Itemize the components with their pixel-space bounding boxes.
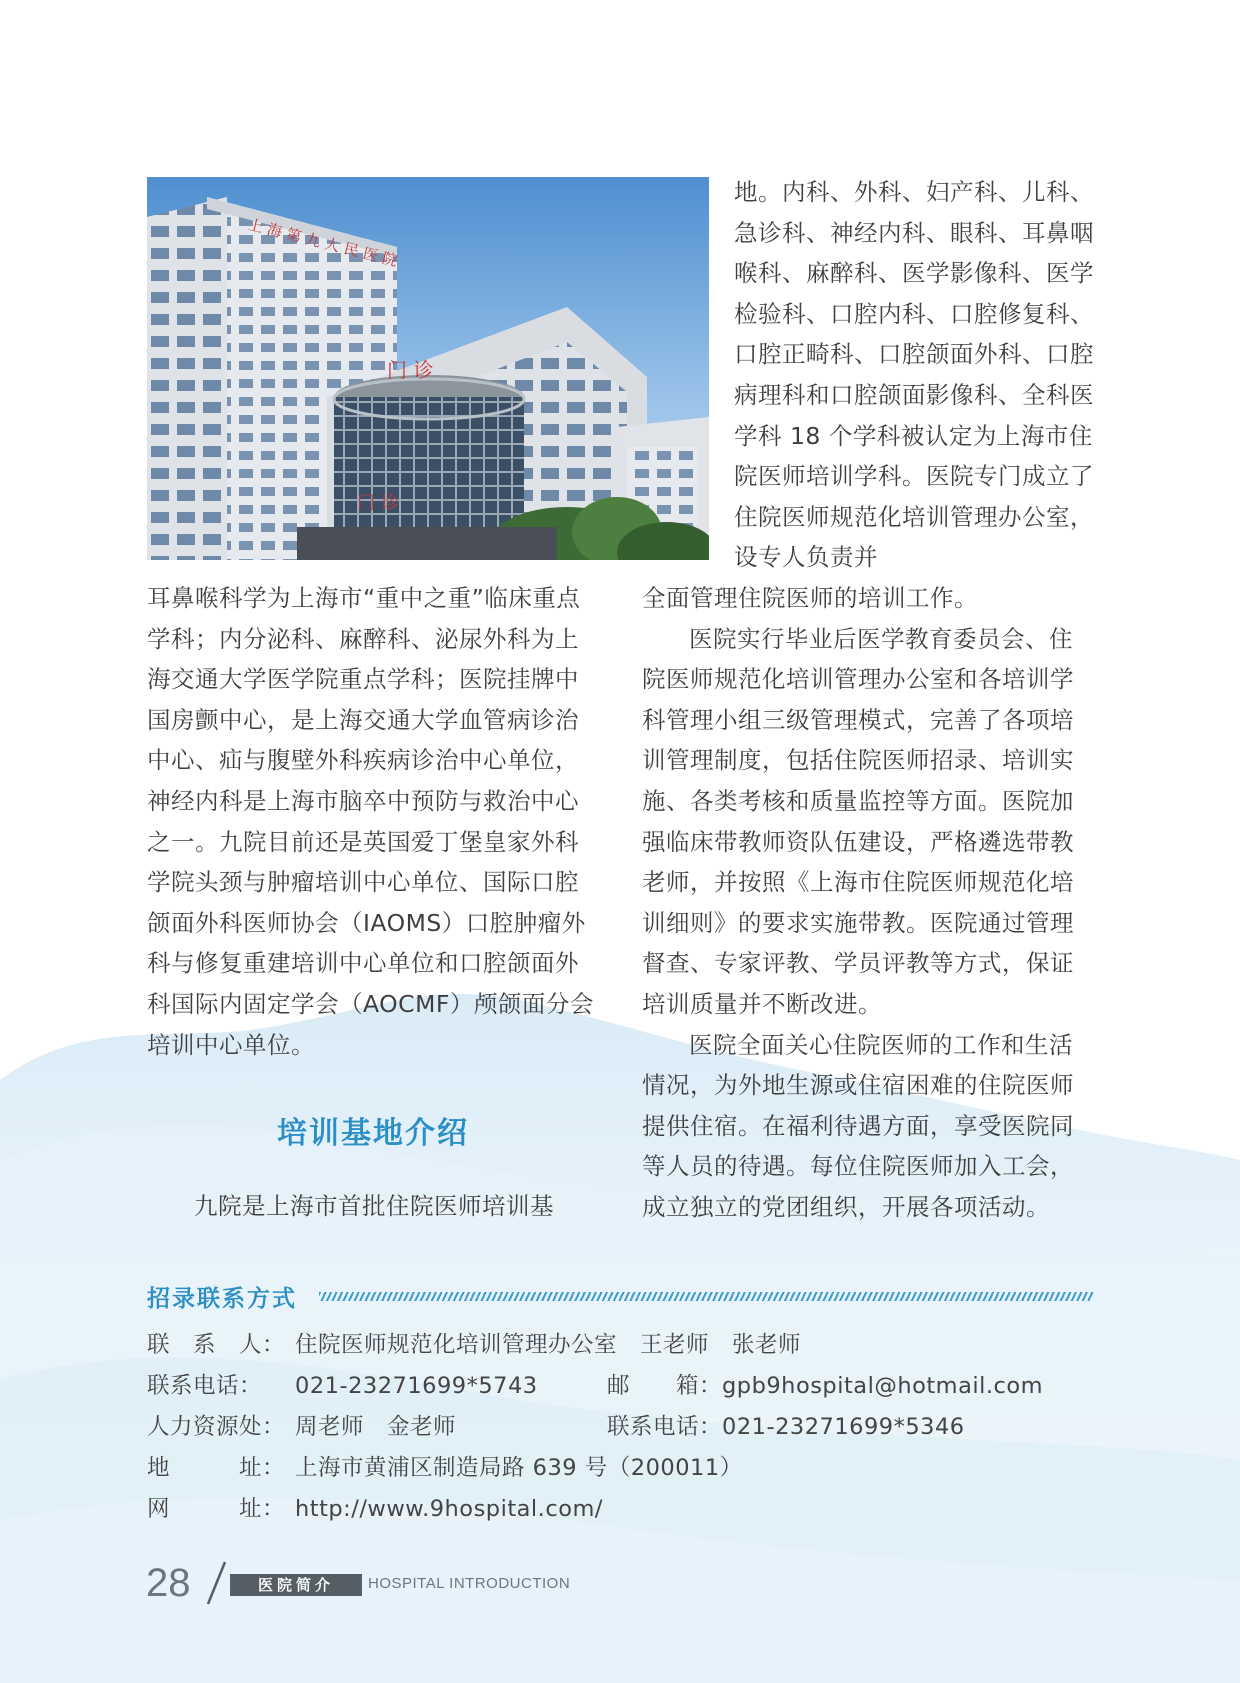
web-label: 网 址： <box>147 1496 286 1522</box>
contact-header <box>147 1280 1093 1316</box>
section-tag: 医院简介 <box>230 1574 362 1596</box>
hr-value: 周老师 金老师 <box>295 1414 457 1440</box>
phone-label: 联系电话： <box>147 1373 263 1399</box>
hr-label: 人力资源处： <box>147 1414 286 1440</box>
article-text-left-2 <box>147 1186 599 1227</box>
hr-phone-label: 联系电话： <box>607 1414 723 1440</box>
email-group <box>607 1366 1043 1407</box>
contact-person-row <box>147 1325 801 1365</box>
address-row <box>147 1448 743 1488</box>
page-number: 28 <box>146 1561 191 1605</box>
contact-person-value: 住院医师规范化培训管理办公室 王老师 张老师 <box>295 1332 802 1358</box>
paragraph: 地。内科、外科、妇产科、儿科、急诊科、神经内科、眼科、耳鼻咽喉科、麻醉科、医学影像科、医学检验科、口腔内科、口腔修复科、口腔正畸科、口腔颌面外科、口腔病理科和口腔颌面影像科、全科医学科 18 个学科被认定为上海市住院医师培训学科。医院专门成立了住院医师规范化培训管理办公室，设专人负责并 <box>734 178 1094 572</box>
web-link[interactable]: http://www.9hospital.com/ <box>295 1496 603 1522</box>
address-value: 上海市黄浦区制造局路 639 号（200011） <box>295 1455 743 1481</box>
paragraph: 九院是上海市首批住院医师培训基 <box>194 1192 554 1220</box>
hospital-building-photo <box>147 177 709 560</box>
article-text-left <box>147 578 599 1065</box>
email-value[interactable]: gpb9hospital@hotmail.com <box>722 1373 1044 1399</box>
section-tag-english: HOSPITAL INTRODUCTION <box>368 1575 571 1592</box>
hr-row <box>147 1407 1093 1447</box>
paragraph: 全面管理住院医师的培训工作。 <box>642 584 978 612</box>
hatched-divider <box>319 1292 1093 1301</box>
contact-title: 招录联系方式 <box>147 1286 297 1312</box>
phone-value: 021-23271699*5743 <box>295 1373 538 1399</box>
email-label: 邮 箱： <box>607 1373 723 1399</box>
hr-phone-value: 021-23271699*5346 <box>722 1414 965 1440</box>
article-text-right-top <box>734 172 1094 578</box>
contact-person-label: 联 系 人： <box>147 1332 286 1358</box>
article-text-right-bottom <box>642 578 1094 1228</box>
contact-info <box>147 1325 1093 1535</box>
paragraph: 医院全面关心住院医师的工作和生活情况，为外地生源或住宿困难的住院医师提供住宿。在福利待遇方面，享受医院同等人员的待遇。每位住院医师加入工会，成立独立的党团组织，开展各项活动。 <box>642 1030 1074 1221</box>
phone-row <box>147 1366 1093 1406</box>
svg-text:门 诊: 门 诊 <box>357 493 399 514</box>
svg-text:上 海 第 九 人 民 医 院: 上 海 第 九 人 民 医 院 <box>246 215 400 270</box>
slash-divider <box>205 1560 227 1606</box>
paragraph: 医院实行毕业后医学教育委员会、住院医师规范化培训管理办公室和各培训学科管理小组三级管理模式，完善了各项培训管理制度，包括住院医师招录、培训实施、各类考核和质量监控等方面。医院加强临床带教师资队伍建设，严格遴选带教老师，并按照《上海市住院医师规范化培训细则》的要求实施带教。医院通过管理督查、专家评教、学员评教等方式，保证培训质量并不断改进。 <box>642 624 1074 1018</box>
address-label: 地 址： <box>147 1455 286 1481</box>
section-title: 培训基地介绍 <box>277 1116 469 1151</box>
svg-text:门 诊: 门 诊 <box>387 358 434 382</box>
paragraph: 耳鼻喉科学为上海市“重中之重”临床重点学科；内分泌科、麻醉科、泌尿外科为上海交通大学医学院重点学科；医院挂牌中国房颤中心，是上海交通大学血管病诊治中心、疝与腹壁外科疾病诊治中心单位，神经内科是上海市脑卒中预防与救治中心之一。九院目前还是英国爱丁堡皇家外科学院头颈与肿瘤培训中心单位、国际口腔颌面外科医师协会（IAOMS）口腔肿瘤外科与修复重建培训中心单位和口腔颌面外科国际内固定学会（AOCMF）颅颌面分会培训中心单位。 <box>147 584 594 1059</box>
web-row <box>147 1489 603 1529</box>
hr-phone-group <box>607 1407 965 1448</box>
